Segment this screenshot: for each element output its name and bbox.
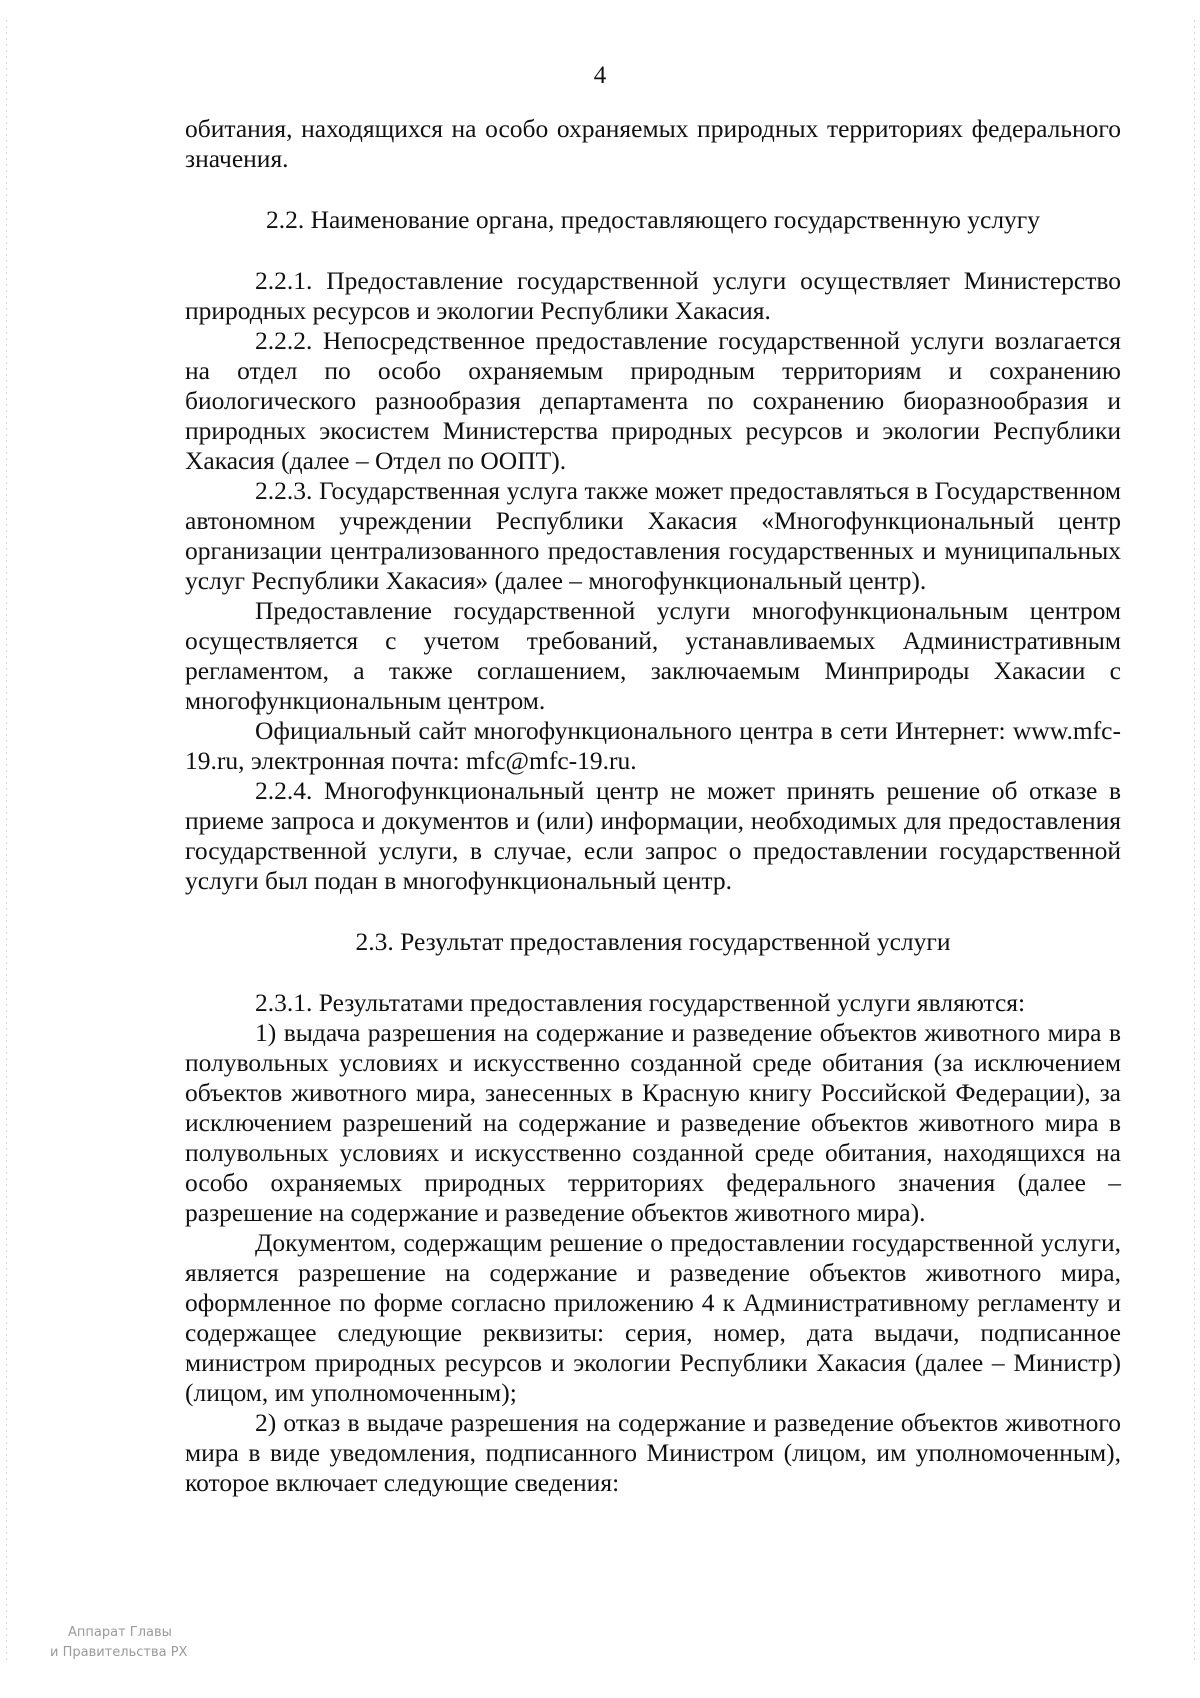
paragraph-document-decision: Документом, содержащим решение о предоставлении государственной услуги, является разрешение на содержание и разведение объектов животного мира, оформленное по форме согласно приложению 4 к Административному регламенту и содержащее следующие реквизиты: серия, номер, дата выдачи, подписанное министром природных ресурсов и экологии Республики Хакасия (далее – Министр) (лицом, им уполномоченным); (185, 1228, 1121, 1407)
right-scan-edge (1194, 20, 1195, 1660)
left-scan-edge (6, 20, 7, 1660)
paragraph-continuation: обитания, находящихся на особо охраняемых природных территориях федерального значения. (185, 114, 1121, 173)
paragraph-mfc-website: Официальный сайт многофункционального центра в сети Интернет: www.mfc-19.ru, электронная почта: mfc@mfc-19.ru. (185, 716, 1121, 775)
section-heading-2-3: 2.3. Результат предоставления государственной услуги (355, 927, 951, 956)
paragraph-result-2: 2) отказ в выдаче разрешения на содержание и разведение объектов животного мира в виде уведомления, подписанного Министром (лицом, им уполномоченным), которое включает следующие сведения: (185, 1408, 1121, 1497)
section-heading-2-2: 2.2. Наименование органа, предоставляющего государственную услугу (265, 205, 1041, 234)
stamp-line-2: и Правительства РХ (50, 1645, 188, 1660)
paragraph-2-3-1: 2.3.1. Результатами предоставления государственной услуги являются: (255, 988, 1026, 1017)
document-body (185, 114, 1121, 1498)
paragraph-2-2-4: 2.2.4. Многофункциональный центр не может принять решение об отказе в приеме запроса и документов и (или) информации, необходимых для предоставления государственной услуги, в случае, если запрос о предоставлении государственной услуги был подан в многофункциональный центр. (185, 776, 1121, 895)
paragraph-2-2-2: 2.2.2. Непосредственное предоставление государственной услуги возлагается на отдел по особо охраняемым природным территориям и сохранению биологического разнообразия департамента по сохранению биоразнообразия и природных экосистем Министерства природных ресурсов и экологии Республики Хакасия (далее – Отдел по ООПТ). (185, 326, 1121, 475)
stamp-line-1: Аппарат Главы (68, 1625, 172, 1640)
paragraph-mfc-requirements: Предоставление государственной услуги многофункциональным центром осуществляется с учетом требований, устанавливаемых Административным регламентом, а также соглашением, заключаемым Минприроды Хакасии с многофункциональным центром. (185, 596, 1121, 715)
page-number: 4 (593, 62, 607, 89)
paragraph-2-2-1: 2.2.1. Предоставление государственной услуги осуществляет Министерство природных ресурсов и экологии Республики Хакасия. (185, 266, 1121, 325)
paragraph-2-2-3: 2.2.3. Государственная услуга также может предоставляться в Государственном автономном учреждении Республики Хакасия «Многофункциональный центр организации централизованного предоставления государственных и муниципальных услуг Республики Хакасия» (далее – многофункциональный центр). (185, 476, 1121, 595)
paragraph-result-1: 1) выдача разрешения на содержание и разведение объектов животного мира в полувольных условиях и искусственно созданной среде обитания (за исключением объектов животного мира, занесенных в Красную книгу Российской Федерации), за исключением разрешений на содержание и разведение объектов животного мира в полувольных условиях и искусственно созданной среде обитания, находящихся на особо охраняемых природных территориях федерального значения (далее – разрешение на содержание и разведение объектов животного мира). (185, 1018, 1121, 1227)
office-stamp (50, 1623, 187, 1663)
